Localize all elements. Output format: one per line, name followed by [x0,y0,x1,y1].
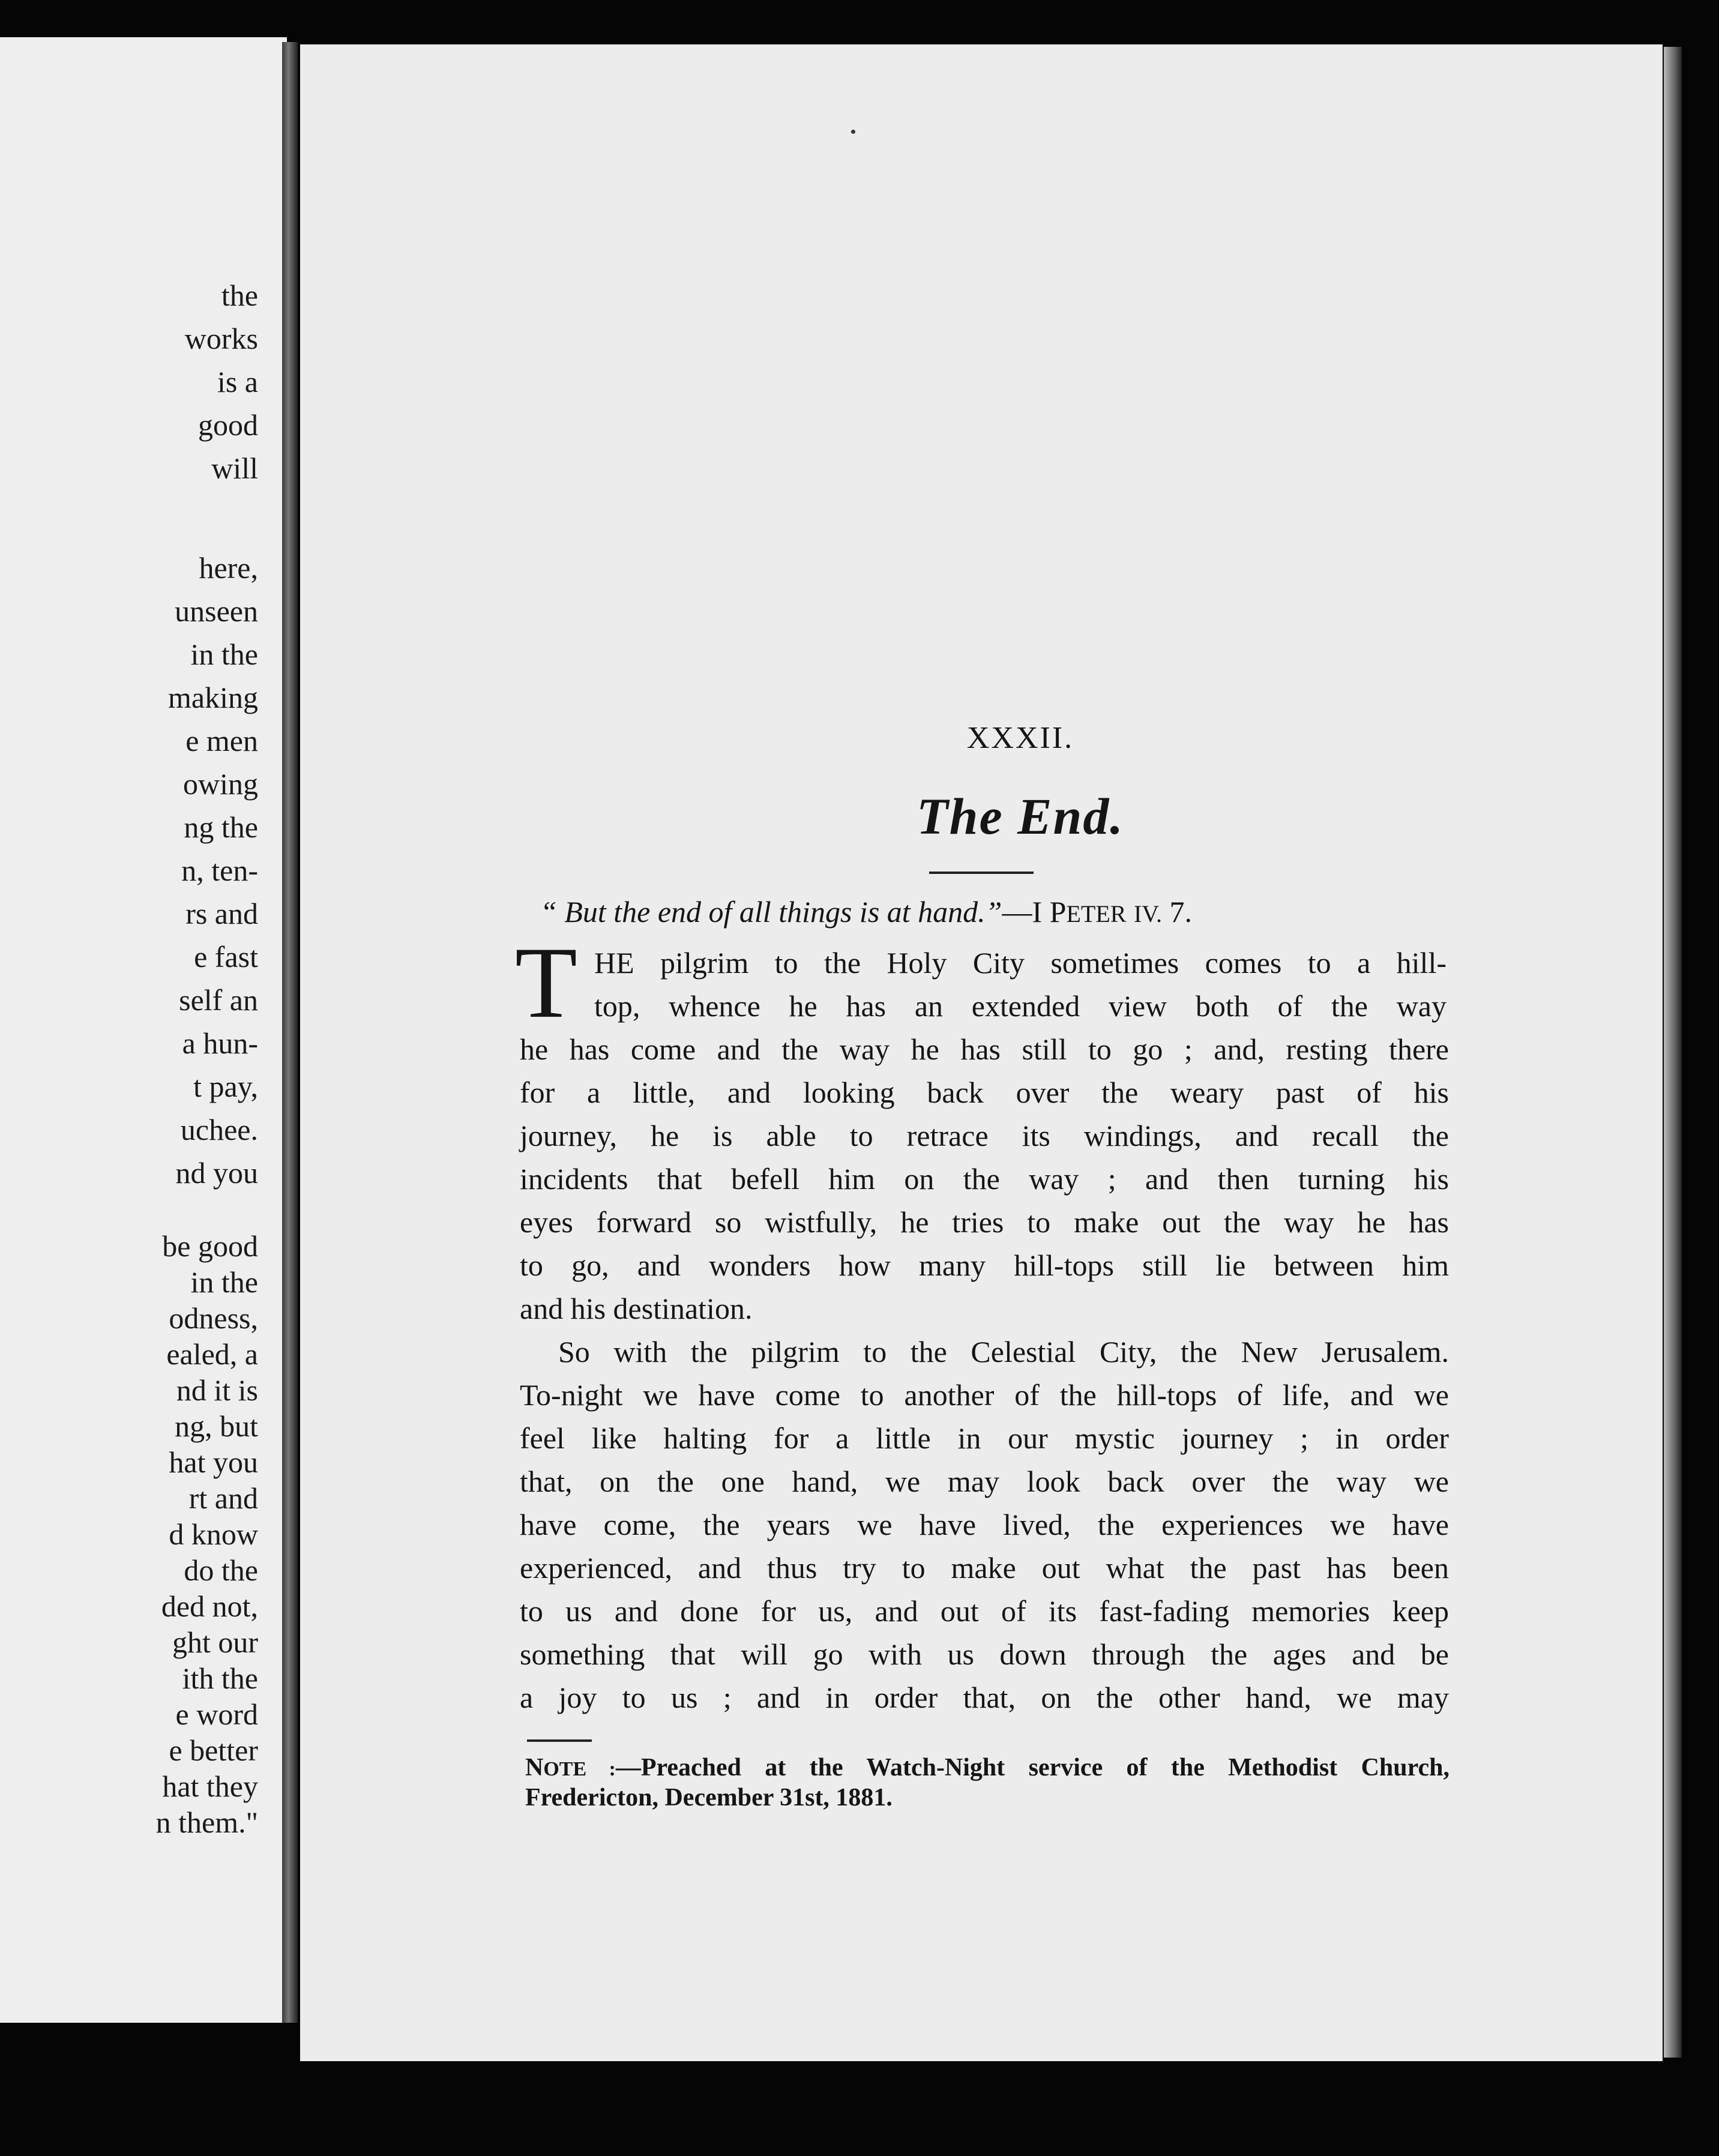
facing-page-line: e men [185,724,258,757]
facing-page-line: uchee. [180,1113,258,1146]
facing-page [0,37,287,2023]
facing-page-line: works [184,322,258,355]
facing-page-line: here, [199,551,258,585]
ref-roman: I [1032,895,1043,929]
drop-cap: T [515,926,577,1039]
ref-chapter: IV. [1133,900,1162,927]
footnote-line-1 [525,1753,1450,1784]
footnote-text: —Preached at the Watch-Night service of the Methodist Church, [615,1754,1450,1781]
facing-page-line: e word [175,1697,258,1731]
ref-book-initial: P [1049,895,1067,929]
facing-page-line: n them." [155,1805,258,1839]
body-line: To-night we have come to another of the hill-tops of life, and we [520,1378,1449,1412]
facing-page-line: in the [190,637,258,671]
facing-page-line: rs and [185,897,258,930]
epigraph-quote: “ But the end of all things is at hand.” [540,895,1002,929]
facing-page-line: ght our [172,1625,258,1659]
body-line: have come, the years we have lived, the experiences we have [520,1508,1449,1541]
body-line: So with the pilgrim to the Celestial City, the New Jerusalem. [558,1335,1449,1369]
facing-page-line: e better [169,1733,258,1767]
facing-page-line: unseen [175,594,258,628]
epigraph-dash: — [1002,895,1032,929]
body-line: eyes forward so wistfully, he tries to make out the way he has [520,1205,1449,1239]
facing-page-line: be good [162,1229,258,1263]
epigraph [540,894,1441,929]
body-line: feel like halting for a little in our mystic journey ; in order [520,1421,1449,1455]
facing-page-line: owing [183,767,258,801]
body-line: journey, he is able to retrace its windings, and recall the [520,1119,1449,1152]
chapter-title: The End. [917,787,1124,845]
facing-page-line: ng the [184,810,258,844]
body-line: a joy to us ; and in order that, on the other hand, we may [520,1681,1449,1714]
body-line: to us and done for us, and out of its fast-fading memories keep [520,1594,1449,1628]
facing-page-line: do the [184,1553,258,1587]
facing-page-line: is a [217,365,258,399]
page-edge [1664,47,1682,2058]
facing-page-line: a hun- [182,1026,258,1060]
ref-book-rest: ETER [1066,900,1127,927]
facing-page-line: hat they [162,1769,258,1803]
facing-page-line: nd you [175,1156,258,1190]
footnote-label-rest: OTE : [543,1758,616,1780]
body-line: he has come and the way he has still to go ; and, resting there [520,1032,1449,1066]
title-rule [929,872,1034,874]
facing-page-line: t pay, [193,1070,258,1103]
facing-page-line: d know [169,1517,258,1551]
body-line: incidents that befell him on the way ; and then turning his [520,1162,1449,1196]
facing-page-line: n, ten- [181,854,258,887]
facing-page-line: nd it is [176,1373,258,1407]
footnote-line-2: Fredericton, December 31st, 1881. [525,1784,893,1811]
facing-page-line: will [211,451,258,485]
body-line: for a little, and looking back over the weary past of his [520,1076,1449,1109]
book-gutter [282,42,298,2023]
body-line: top, whence he has an extended view both of the way [594,989,1447,1023]
body-line: something that will go with us down through the ages and be [520,1637,1449,1671]
facing-page-line: e fast [194,940,258,974]
footnote-rule [527,1739,592,1742]
facing-page-line: odness, [169,1301,258,1335]
body-line: to go, and wonders how many hill-tops still lie between him [520,1248,1449,1282]
chapter-number: XXXII. [966,721,1074,755]
facing-page-line: ded not, [161,1589,258,1623]
facing-page-line: good [198,408,258,442]
facing-page-line: ng, but [175,1409,258,1443]
body-line: and his destination. [520,1292,753,1325]
facing-page-line: in the [190,1265,258,1299]
body-line: HE pilgrim to the Holy City sometimes comes to a hill- [594,946,1447,980]
facing-page-line: self an [179,983,258,1017]
footnote-label-initial: N [525,1754,544,1781]
facing-page-line: ealed, a [166,1337,258,1371]
facing-page-line: making [168,681,258,714]
facing-page-line: ith the [182,1661,258,1695]
facing-page-line: hat you [169,1445,258,1479]
body-line: that, on the one hand, we may look back over the way we [520,1465,1449,1498]
body-line: experienced, and thus try to make out what the past has been [520,1551,1449,1585]
ref-verse: 7. [1169,895,1192,929]
epigraph-reference [1032,895,1192,929]
facing-page-line: rt and [188,1481,258,1515]
facing-page-line: the [221,279,258,312]
ink-speck [851,130,855,134]
